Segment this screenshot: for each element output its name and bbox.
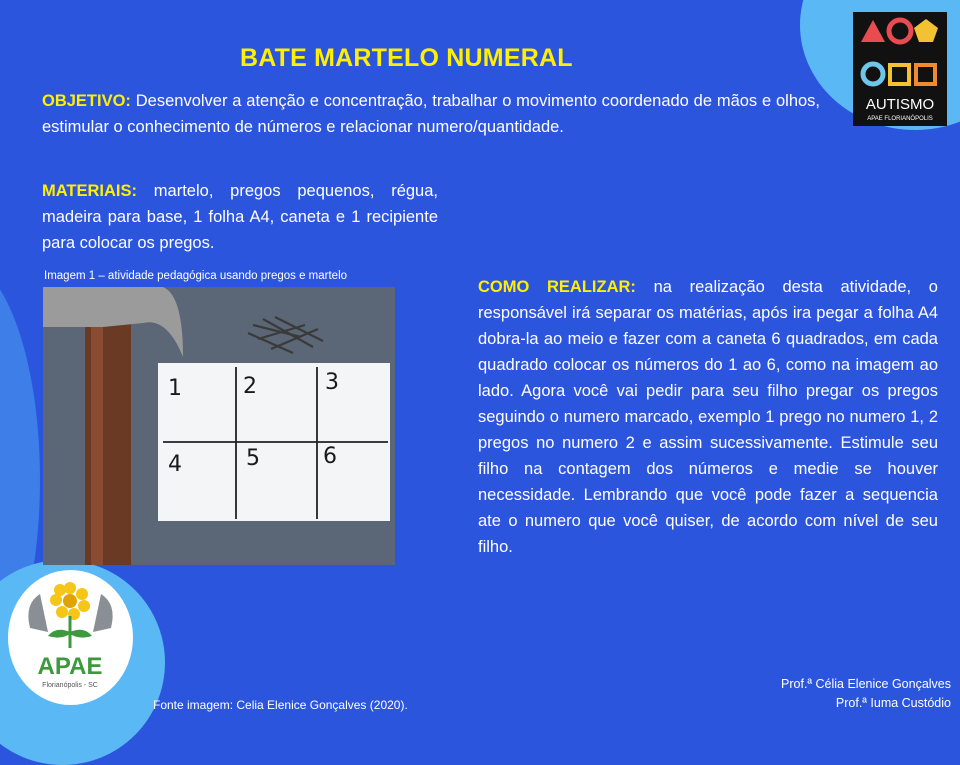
triangle-shape: [861, 20, 885, 42]
circle-shape-blue: [863, 64, 883, 84]
paper-number-4: 4: [168, 452, 182, 477]
hand-right-shape: [93, 594, 113, 632]
professor-name: Prof.ª Iuma Custódio: [835, 696, 951, 710]
autismo-logo-word: AUTISMO: [865, 96, 935, 113]
paper-number-2: 2: [243, 374, 257, 399]
page-title: BATE MARTELO NUMERAL: [240, 44, 573, 72]
objetivo-paragraph: [42, 88, 820, 140]
professor-name: Prof.ª Célia Elenice Gonçalves: [781, 677, 951, 691]
autismo-logo-sub: APAE FLORIANÓPOLIS: [867, 116, 933, 122]
square-shape-orange: [916, 65, 935, 84]
pentagon-shape: [914, 19, 938, 42]
square-shape-yellow: [890, 65, 909, 84]
image-caption: Imagem 1 – atividade pedagógica usando pregos e martelo: [44, 270, 348, 282]
objetivo-label: OBJETIVO:: [42, 92, 131, 110]
como-realizar-label: COMO REALIZAR:: [478, 278, 636, 296]
paper-number-3: 3: [325, 370, 339, 395]
autismo-logo: [853, 12, 947, 126]
como-realizar-text: na realização desta atividade, o responsável irá separar os matérias, após ira pegar a folha A4 dobra-la ao meio e fazer com a caneta 6 quadrados, em cada quadrado colocar os números do 1 ao 6, como na imagem ao lado. Agora você vai pedir para seu filho pregar os pregos seguindo o numero marcado, exemplo 1 prego no numero 1, 2 pregos no numero 2 e assim sucessivamente. Estimule seu filho na contagem dos números e medie se houver necessidade. Lembrando que você pode fazer a sequencia ate o numero que você quiser, de acordo com nível de seu filho.: [478, 278, 938, 556]
materiais-label: MATERIAIS:: [42, 182, 138, 200]
paper-number-1: 1: [168, 376, 182, 401]
sunflower-center: [63, 594, 77, 608]
materiais-text: martelo, pregos pequenos, régua, madeira para base, 1 folha A4, caneta e 1 recipiente para colocar os pregos.: [42, 182, 438, 252]
hand-left-shape: [28, 594, 48, 632]
activity-photo-graphic: [43, 287, 395, 565]
professors-credits: [781, 675, 951, 713]
hammer-handle-shade: [91, 297, 103, 565]
image-source: Fonte imagem: Celia Elenice Gonçalves (2020).: [153, 698, 408, 712]
autismo-logo-graphic: [853, 12, 947, 126]
materiais-paragraph: [42, 178, 438, 256]
objetivo-text: Desenvolver a atenção e concentração, trabalhar o movimento coordenado de mãos e olhos, estimular o conhecimento de números e relacionar numero/quantidade.: [42, 92, 821, 136]
como-realizar-paragraph: [478, 274, 938, 560]
activity-photo: [43, 287, 395, 565]
apae-logo-sub: Florianópolis - SC: [42, 682, 98, 689]
paper-number-6: 6: [323, 444, 337, 469]
circle-shape-red: [889, 20, 911, 42]
paper-number-5: 5: [246, 446, 260, 471]
apae-logo-graphic: [8, 570, 133, 705]
apae-logo: [8, 570, 133, 705]
apae-logo-word: APAE: [37, 653, 103, 680]
